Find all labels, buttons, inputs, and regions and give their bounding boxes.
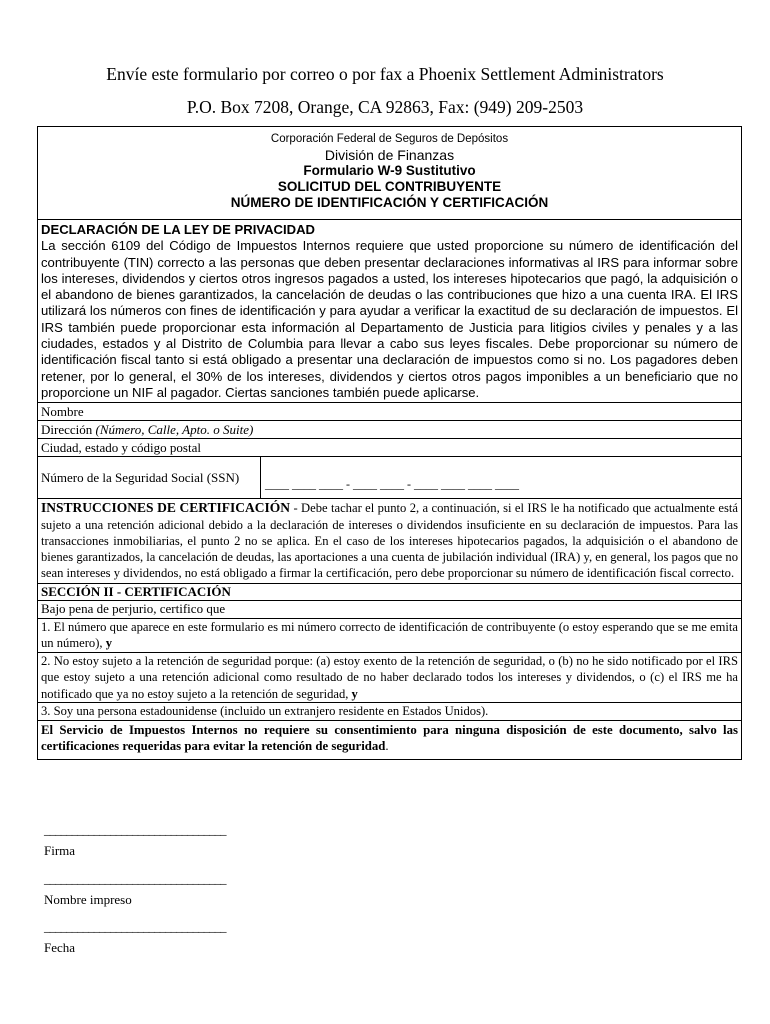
section2-intro: Bajo pena de perjurio, certifico que xyxy=(38,601,741,619)
final-text: El Servicio de Impuestos Internos no requiere su consentimiento para ninguna disposición de este documento, salvo las certificaciones requeridas para evitar la retención de seguridad xyxy=(41,722,738,754)
name-field[interactable] xyxy=(38,403,741,421)
certification-instructions xyxy=(38,499,741,583)
address-field[interactable] xyxy=(38,421,741,439)
instructions-title: INSTRUCCIONES DE CERTIFICACIÓN xyxy=(41,500,291,516)
section2-title: SECCIÓN II - CERTIFICACIÓN xyxy=(38,584,741,602)
item2-conjunction: y xyxy=(351,686,358,701)
date-block[interactable] xyxy=(44,920,226,956)
privacy-title: DECLARACIÓN DE LA LEY DE PRIVACIDAD xyxy=(41,222,316,237)
item3-text: 3. Soy una persona estadounidense (incluido un extranjero residente en Estados Unidos). xyxy=(41,704,489,719)
privacy-section xyxy=(38,220,741,403)
signature-line[interactable]: _________________________________ xyxy=(44,822,226,837)
signature-label: Firma xyxy=(44,843,76,858)
address-hint: (Número, Calle, Apto. o Suite) xyxy=(95,422,254,438)
ssn-label: Número de la Seguridad Social (SSN) xyxy=(38,457,261,498)
agency-header xyxy=(38,127,741,220)
privacy-text: La sección 6109 del Código de Impuestos Internos requiere que usted proporcione su número de identificación del contribuyente (TIN) correcto a las personas que deben presentar declaraciones informativas al IRS para informar sobre los intereses, dividendos y ciertos otros ingresos pagados a usted, los intereses hipotecarios que pagó, la adquisición o el abandono de bienes garantizados, la cancelación de deudas o las contribuciones que hizo a una cuenta IRA. El IRS utilizará los números con fines de identificación y para ayudar a verificar la exactitud de su declaración de impuestos. El IRS también puede proporcionar esta información al Departamento de Justicia para litigios civiles y penales y a las ciudades, estados y al Distrito de Columbia para llevar a cabo sus leyes fiscales. Debe proporcionar su número de identificación fiscal tanto si está obligado a presentar una declaración de impuestos como si no. Los pagadores deben retener, por lo general, el 30% de los intereses, dividendos y ciertos otros pagos imponibles a un beneficiario que no proporcione un NIF al pagador. Ciertas sanciones también puede aplicarse. xyxy=(41,238,738,400)
division-name: División de Finanzas xyxy=(324,147,455,163)
ssn-row xyxy=(38,457,741,499)
instructions-text: - Debe tachar el punto 2, a continuación, si el IRS le ha notificado que actualmente está sujeto a una retención adicional debido a la declaración de intereses o dividendos insuficiente en su declaración de impuestos. Para las transacciones inmobiliarias, el punto 2 no se aplica. En el caso de los intereses hipotecarios pagados, la adquisición o el abandono de bienes garantizados, la cancelación de deudas, las aportaciones a una cuenta de jubilación individual (IRA) y, en general, los pagos que no sean intereses y dividendos, no está obligado a firmar la certificación, pero debe proporcionar su número de identificación fiscal correcto. xyxy=(41,501,738,581)
form-subtitle-2: NÚMERO DE IDENTIFICACIÓN Y CERTIFICACIÓN xyxy=(230,195,549,210)
printed-name-block[interactable] xyxy=(44,872,226,908)
printed-name-line[interactable]: _________________________________ xyxy=(44,871,226,886)
ssn-field[interactable]: ____ ____ ____ - ____ ____ - ____ ____ ____ ____ xyxy=(265,477,519,492)
irs-consent-notice xyxy=(38,721,741,759)
item1-conjunction: y xyxy=(105,636,112,651)
w9-form xyxy=(37,126,742,760)
address-label: Dirección xyxy=(41,422,96,438)
agency-name: Corporación Federal de Seguros de Depósitos xyxy=(270,133,509,145)
certification-item-1 xyxy=(38,619,741,653)
mailing-address: P.O. Box 7208, Orange, CA 92863, Fax: (949) 209-2503 xyxy=(186,97,584,117)
date-line[interactable]: _________________________________ xyxy=(44,919,226,934)
item2-text: 2. No estoy sujeto a la retención de seguridad porque: (a) estoy exento de la retención de seguridad, o (b) no he sido notificado por el IRS que estoy sujeto a una retención adicional como resultado de no haber declarado todos los intereses y dividendos, o (c) el IRS me ha notificado que ya no estoy sujeto a la retención de seguridad, xyxy=(41,653,738,701)
signature-block[interactable] xyxy=(44,823,226,859)
printed-name-label: Nombre impreso xyxy=(44,892,132,907)
mailing-instructions: Envíe este formulario por correo o por fax a Phoenix Settlement Administrators xyxy=(106,64,664,84)
item1-text: 1. El número que aparece en este formulario es mi número correcto de identificación de contribuyente (o estoy esperando que se me emita un número), xyxy=(41,619,738,651)
form-subtitle: SOLICITUD DEL CONTRIBUYENTE xyxy=(277,179,502,194)
city-state-zip-field[interactable] xyxy=(38,439,741,457)
certification-item-2[interactable] xyxy=(38,653,741,704)
date-label: Fecha xyxy=(44,940,76,955)
certification-item-3 xyxy=(38,703,741,721)
form-title: Formulario W-9 Sustitutivo xyxy=(303,163,476,178)
name-label: Nombre xyxy=(41,404,84,420)
final-period: . xyxy=(385,739,389,754)
city-label: Ciudad, estado y código postal xyxy=(41,440,201,456)
